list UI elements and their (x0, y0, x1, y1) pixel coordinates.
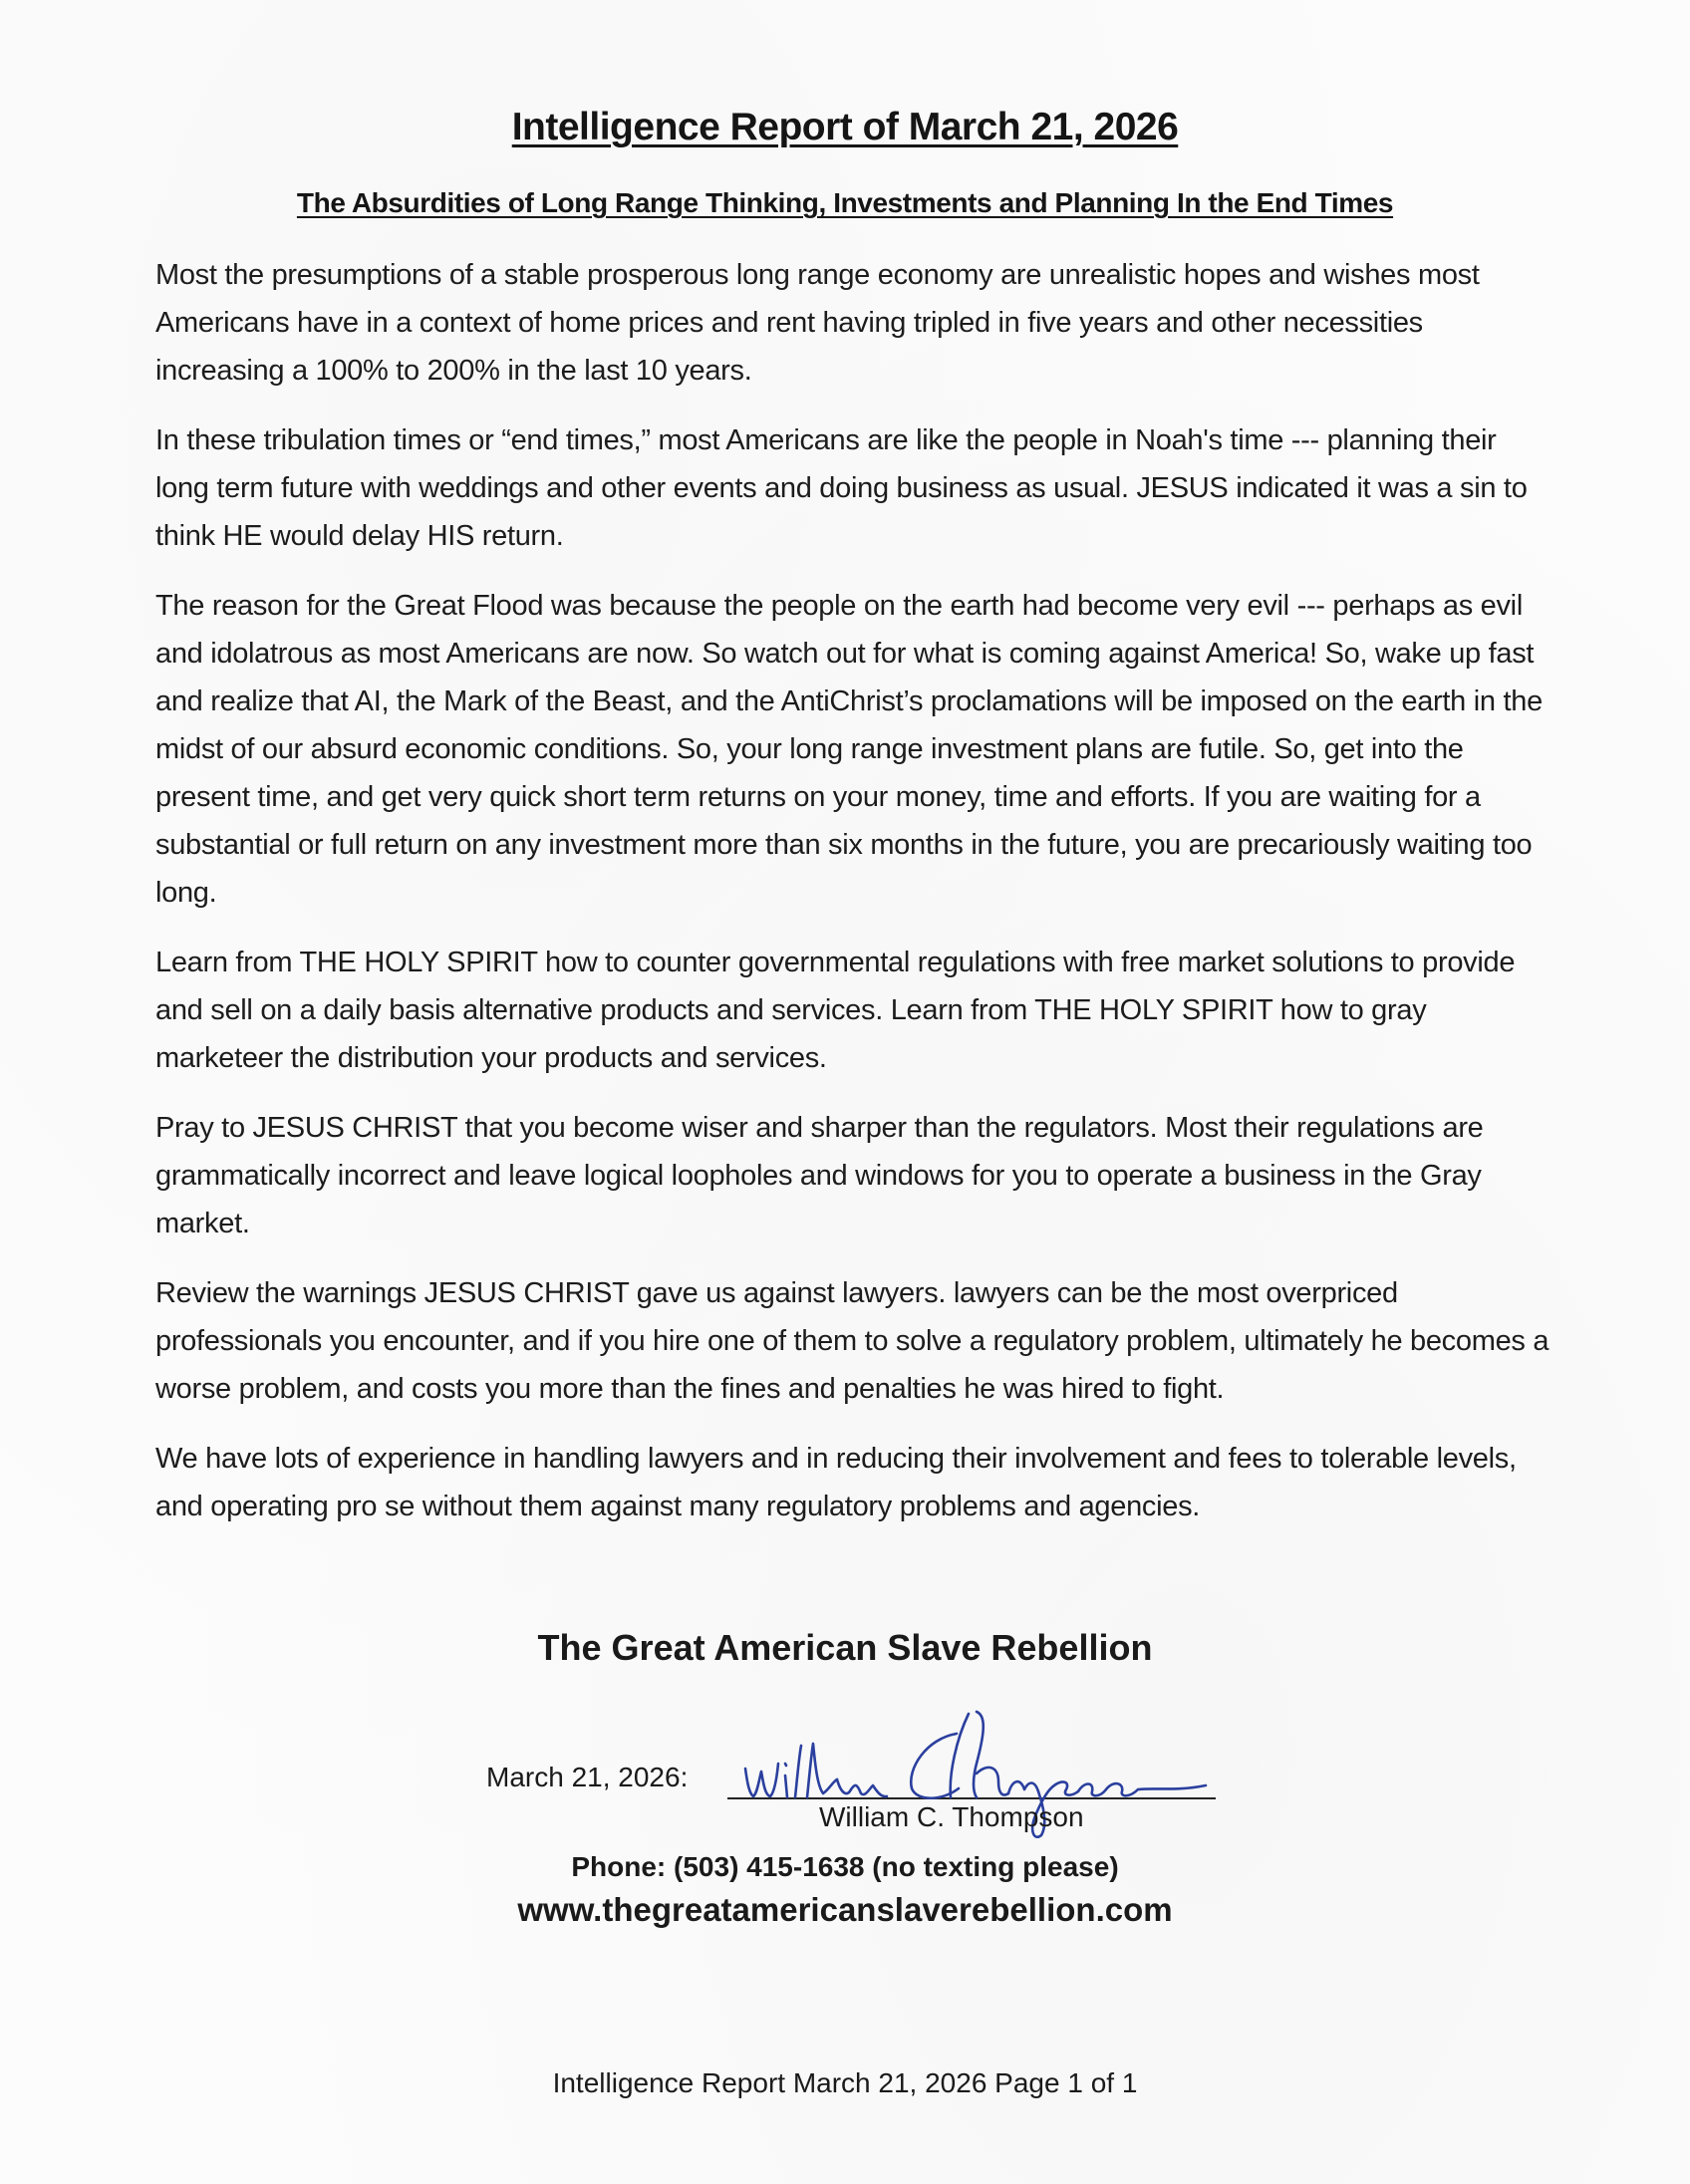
paragraph-economy: Most the presumptions of a stable prosperous long range economy are unrealistic hopes and wishes most Americans have in a context of home prices and rent having tripled in five years and other necessities increasing a 100% to 200% in the last 10 years. (155, 259, 1480, 387)
paragraph-holy-spirit: Learn from THE HOLY SPIRIT how to counter governmental regulations with free market solutions to provide and sell on a daily basis alternative products and services. Learn from THE HOLY SPIRIT how to gray marketeer the distribution your products and services. (155, 947, 1516, 1074)
signature-date: March 21, 2026: (486, 1762, 689, 1792)
contact-website[interactable]: www.thegreatamericanslaverebellion.com (517, 1891, 1173, 1928)
paragraph-regulators: Pray to JESUS CHRIST that you become wiser and sharper than the regulators. Most their regulations are grammatically incorrect and leave logical loopholes and windows for you to operate a business in the Gray market. (155, 1112, 1484, 1239)
document-body (155, 251, 1550, 1552)
signer-name: William C. Thompson (819, 1801, 1084, 1832)
paragraph-great-flood: The reason for the Great Flood was because the people on the earth had become very evil --- perhaps as evil and idolatrous as most Americans are now. So watch out for what is coming against America! So, wake up fast and realize that AI, the Mark of the Beast, and the AntiChrist’s proclamations will be imposed on the earth in the midst of our absurd economic conditions. So, your long range investment plans are futile. So, get into the present time, and get very quick short term returns on your money, time and efforts. If you are waiting for a substantial or full return on any investment more than six months in the future, you are precariously waiting too long. (155, 590, 1543, 909)
document-subtitle: The Absurdities of Long Range Thinking, Investments and Planning In the End Times (296, 187, 1394, 218)
page-footer: Intelligence Report March 21, 2026 Page 1 of 1 (552, 2067, 1138, 2098)
paragraph-end-times: In these tribulation times or “end times,” most Americans are like the people in Noah's time --- planning their long term future with weddings and other events and doing business as usual. JESUS indicated it was a sin to think HE would delay HIS return. (155, 424, 1528, 552)
document-title: Intelligence Report of March 21, 2026 (511, 106, 1179, 148)
organization-name: The Great American Slave Rebellion (537, 1627, 1153, 1668)
paragraph-lawyers: Review the warnings JESUS CHRIST gave us against lawyers. lawyers can be the most overpriced professionals you encounter, and if you hire one of them to solve a regulatory problem, ultimately he becomes a worse problem, and costs you more than the fines and penalties he was hired to fight. (155, 1277, 1549, 1405)
contact-phone: Phone: (503) 415-1638 (no texting please) (571, 1851, 1119, 1882)
paragraph-experience: We have lots of experience in handling lawyers and in reducing their involvement and fees to tolerable levels, and operating pro se without them against many regulatory problems and agencies. (155, 1443, 1517, 1522)
